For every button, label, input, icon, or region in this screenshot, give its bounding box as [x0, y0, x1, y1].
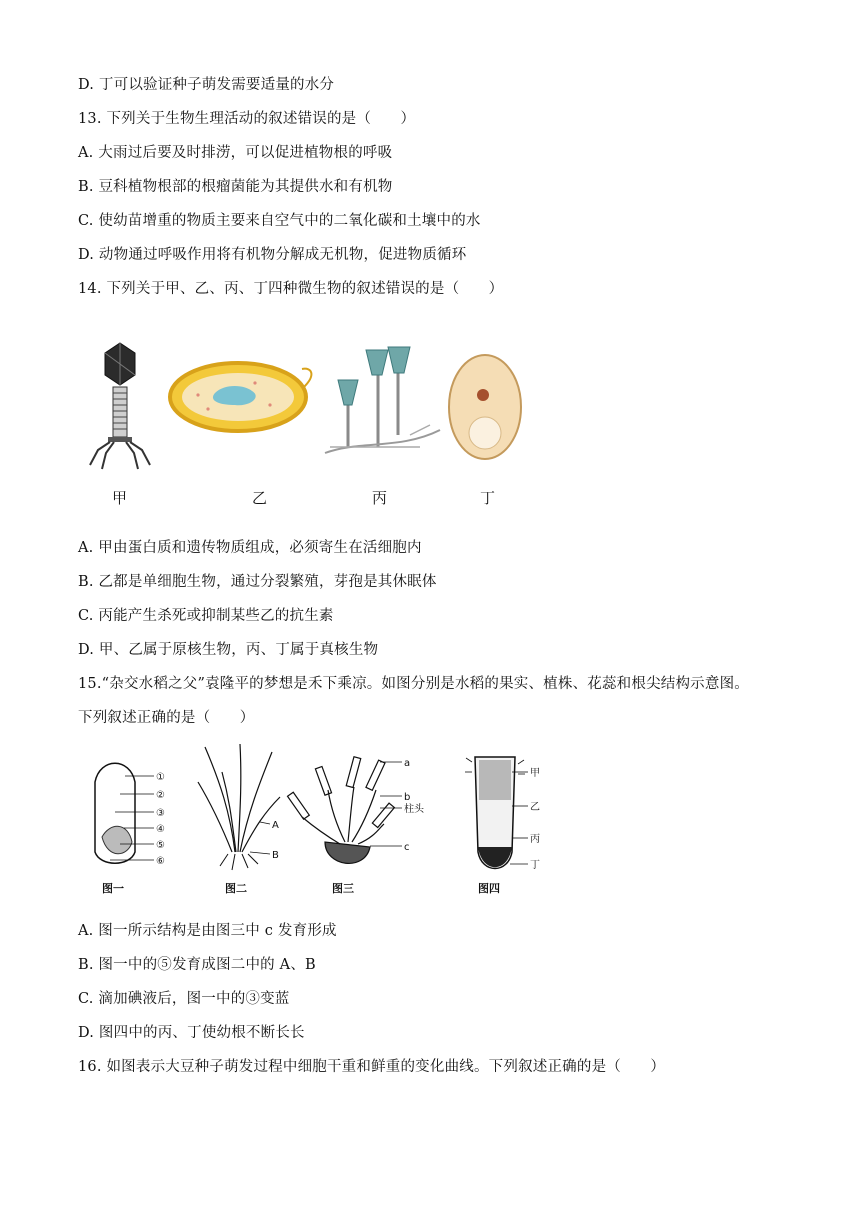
- bacteriophage-image: [90, 343, 150, 469]
- rice-plant-diagram: [198, 744, 280, 870]
- caption-ding: 丁: [480, 489, 496, 507]
- bacterium-image: [170, 363, 311, 431]
- caption-jia: 甲: [112, 489, 128, 507]
- q14-option-c: C. 丙能产生杀死或抑制某些乙的抗生素: [78, 608, 334, 624]
- q15-figure: [80, 742, 560, 902]
- q13-option-a: A. 大雨过后要及时排涝，可以促进植物根的呼吸: [78, 145, 393, 161]
- caption-yi: 乙: [252, 489, 268, 507]
- q14-figure: [80, 335, 540, 515]
- q15-option-a: A. 图一所示结构是由图三中 c 发育形成: [78, 923, 337, 939]
- q13-option-d: D. 动物通过呼吸作用将有机物分解成无机物，促进物质循环: [78, 247, 467, 263]
- fig2-label-a: A: [272, 820, 279, 831]
- fig3-label-b: b: [404, 792, 411, 803]
- q15-stem-line1: 15.“杂交水稻之父”袁隆平的梦想是禾下乘凉。如图分别是水稻的果实、植株、花蕊和根尖结构示意图。: [78, 676, 749, 692]
- fig1-label-3: ③: [156, 808, 165, 819]
- q14-option-b: B. 乙都是单细胞生物，通过分裂繁殖，芽孢是其休眠体: [78, 574, 437, 590]
- flower-pistil-stamen-diagram: [288, 757, 402, 864]
- fig2-label-b: B: [272, 850, 279, 861]
- fig3-label-stigma: 柱头: [404, 804, 424, 815]
- fig4-label-yi: 乙: [530, 802, 540, 813]
- fig1-label-5: ⑤: [156, 840, 165, 851]
- q13-option-b: B. 豆科植物根部的根瘤菌能为其提供水和有机物: [78, 179, 393, 195]
- rice-grain-diagram: [95, 763, 165, 895]
- fig2-caption: 图二: [225, 882, 247, 895]
- fig4-label-jia: 甲: [530, 768, 540, 779]
- q15-option-c: C. 滴加碘液后，图一中的③变蓝: [78, 991, 290, 1007]
- fig3-label-a: a: [404, 758, 411, 769]
- yeast-image: [449, 355, 521, 459]
- q14-option-d: D. 甲、乙属于原核生物，丙、丁属于真核生物: [78, 642, 379, 658]
- fig4-caption: 图四: [478, 882, 500, 895]
- q13-stem: 13. 下列关于生物生理活动的叙述错误的是（ ）: [78, 111, 416, 127]
- rice-structure-diagrams: [80, 742, 560, 902]
- microbe-illustrations: [80, 335, 540, 515]
- fig4-label-ding: 丁: [530, 860, 540, 871]
- fig4-label-bing: 丙: [530, 834, 540, 845]
- q15-option-b: B. 图一中的⑤发育成图二中的 A、B: [78, 957, 316, 973]
- fig1-label-6: ⑥: [156, 856, 165, 867]
- q12-option-d: D. 丁可以验证种子萌发需要适量的水分: [78, 77, 335, 93]
- penicillium-image: [325, 347, 440, 453]
- q15-stem-line2: 下列叙述正确的是（ ）: [78, 710, 255, 726]
- fig1-label-2: ②: [156, 790, 165, 801]
- fig1-label-4: ④: [156, 824, 165, 835]
- fig3-caption: 图三: [332, 882, 354, 895]
- fig1-caption: 图一: [102, 882, 124, 895]
- q13-option-c: C. 使幼苗增重的物质主要来自空气中的二氧化碳和土壤中的水: [78, 213, 481, 229]
- q14-option-a: A. 甲由蛋白质和遗传物质组成，必须寄生在活细胞内: [78, 540, 422, 556]
- fig3-label-c: c: [404, 842, 410, 853]
- fig1-label-1: ①: [156, 772, 165, 783]
- q16-stem: 16. 如图表示大豆种子萌发过程中细胞干重和鲜重的变化曲线。下列叙述正确的是（ ）: [78, 1059, 666, 1075]
- q15-option-d: D. 图四中的丙、丁使幼根不断长长: [78, 1025, 305, 1041]
- q14-stem: 14. 下列关于甲、乙、丙、丁四种微生物的叙述错误的是（ ）: [78, 281, 504, 297]
- caption-bing: 丙: [372, 489, 388, 507]
- root-tip-diagram: [465, 757, 528, 869]
